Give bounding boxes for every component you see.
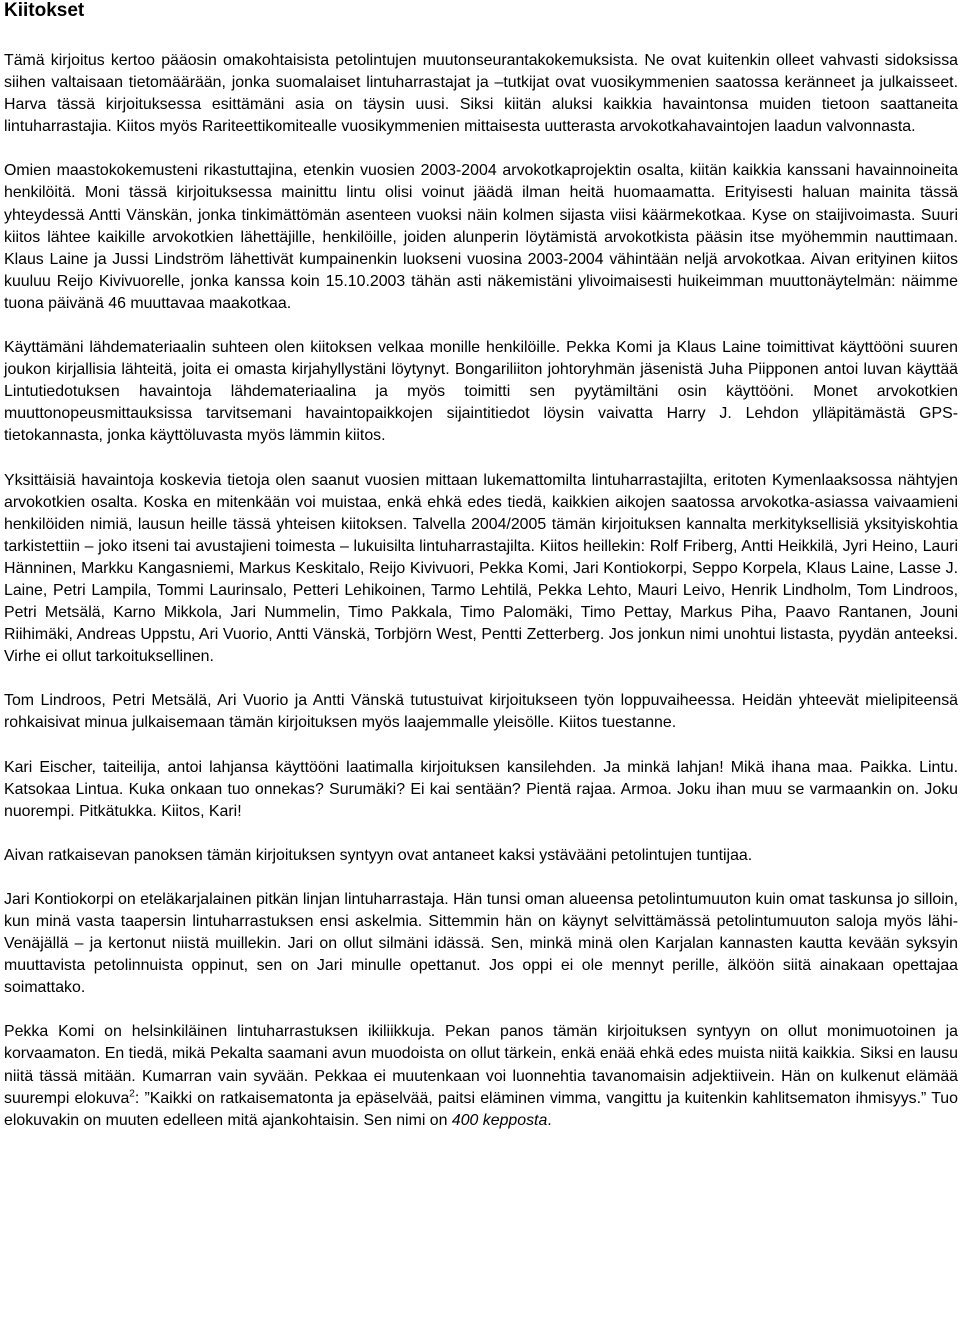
sentence: Pientä rajaa. [526,780,617,798]
sentence: Ja minkä lahjan! [603,758,724,776]
paragraph [4,160,958,315]
film-title: 400 kepposta [451,1111,548,1129]
sentence: Lintu. [919,758,958,776]
sentence: Heidän yhteevät mielipiteensä rohkaisivat minua julkaisemaan tämän kirjoituksen myös laajemmalle yleisölle. [4,692,958,732]
paragraph [4,845,958,867]
sentence: Surumäki? [329,780,406,798]
sentence: Bongariliiton johtoryhmän jäsenistä Juha Piipponen antoi luvan käyttää Lintutiedotuksen havaintoja lähdemateriaalina ja myös toimitti sen pyytämiltäni osin käyttööni. [4,361,959,401]
sentence: Harva tässä kirjoituksessa esittämäni asia on täysin uusi. [4,96,450,114]
sentence: Virhe ei ollut tarkoituksellinen. [4,648,214,666]
sentence: Mikä ihana maa. [730,758,853,776]
paragraph [4,470,958,669]
sentence: Paikka. [859,758,912,776]
paragraph-text: Pekka Komi on helsinkiläinen lintuharrastuksen ikiliikkuja. Pekan panos tämän kirjoituksen syntyyn on ollut monimuotoinen ja korvaamaton. En tiedä, mikä Pekalta saamani avun muodoista on ollut tärkein, enkä enää ehkä edes muista niitä kaikkia. Siksi en lausu niitä tässä mitään. Kumarran vain syvään. Pekkaa ei muutenkaan voi luonnehtia tavanomaisin adjektiivein. Hän on kulkenut elämää suurempi elokuva [4,1023,958,1107]
paragraph [4,50,958,138]
sentence: Joku ihan muu se varmaankin on. [677,780,920,798]
body-text [4,50,958,999]
sentence: Talvella 2004/2005 tämän kirjoituksen kannalta merkityksellisiä yksityiskohtia tarkistettiin – joko itseni tai avustajieni toimesta – lukuisilta lintuharrastajilta. [4,515,958,555]
sentence: Pitkätukka. [79,802,157,820]
sentence: Lehdon ylläpitämästä GPS-tietokannasta, jonka käyttöluvasta myös lämmin kiitos. [4,405,958,445]
paragraph-text: : ”Kaikki on ratkaisematonta ja epäselvää, paitsi eläminen vimma, vangittu ja kuitenkin kahlitsematon ihmisyys.” Tuo elokuvakin on muuten edelleen mitä ajankohtaisin. Sen nimi on [4,1089,958,1129]
sentence: Kyse on staijivoimasta. [751,206,916,224]
sentence: Sen, minkä minä olen Karjalan kannasten kautta kevään syksyin muuttavista petolinnuista oppinut, sen on Jari minulle opettanut. [4,935,959,975]
paragraph-pekka-komi [4,1021,958,1131]
sentence: Katsokaa Lintua. [4,780,124,798]
sentence: Erityisesti haluan mainita tässä yhteydessä Antti Vänskän, jonka tinkimättömän asenteen vuoksi näin kolmen sijasta viisi käärmekotkaa. [4,184,958,224]
sentence: Ei kai sentään? [410,780,521,798]
sentence: Sittemmin hän on käynyt selvittämässä petolintumuuton saloja myös lähi-Venäjällä – ja kertonut niistä muillekin. [4,913,958,953]
sentence: Aivan ratkaisevan panoksen tämän kirjoituksen syntyyn ovat antaneet kaksi ystävääni petolintujen tuntijaa. [4,846,753,864]
sentence: Jos jonkun nimi unohtui listasta, pyydän anteeksi. [608,626,958,644]
sentence: Armoa. [620,780,672,798]
sentence: Omien maastokokemusteni rikastuttajina, etenkin vuosien 2003-2004 arvokotkaprojektin osalta, kiitän kaikkia kanssani havainnoineita henkilöitä. [4,162,958,202]
page-title: Kiitokset [4,0,85,21]
sentence: Klaus Laine ja Jussi Lindström lähettivät kumpainenkin luokseni vuosina 2003-2004 vähintään neljä arvokotkaa. [4,250,806,268]
sentence: Käyttämäni lähdemateriaalin suhteen olen kiitoksen velkaa monille henkilöille. [4,339,561,357]
sentence: Hän tunsi oman alueensa petolintumuuton kuin omat taskunsa jo silloin, kun minä vasta taapersin lintuharrastuksen ensi askelmia. [4,890,958,930]
paragraph [4,889,958,999]
sentence: Suuri kiitos lähtee kaikille arvokotkien lähettäjille, henkilöille, joiden alunperin löytämistä arvokotkista pääsin itse myöhemmin nauttimaan. [4,206,958,246]
sentence: Jari Kontiokorpi on eteläkarjalainen pitkän linjan lintuharrastaja. [4,890,449,908]
sentence: Pekka Komi ja Klaus Laine toimittivat käyttööni suuren joukon kirjallisia lähteitä, joita ei omasta kirjahyllystäni löytynyt. [4,339,958,379]
document-page [4,0,958,1154]
sentence: Koska en mitenkään voi muistaa, enkä ehkä edes tiedä, kaikkien aikojen saatossa arvokotka-asiassa vaivaamieni henkilöiden nimiä, lausun heille tässä yhteisen kiitoksen. [4,493,958,533]
sentence: Kuka onkaan tuo onnekas? [128,780,324,798]
sentence: Tom Lindroos, Petri Metsälä, Ari Vuorio ja Antti Vänskä tutustuivat kirjoitukseen työn loppuvaiheessa. [4,692,736,710]
sentence: Siksi kiitän aluksi kaikkia havaintonsa muiden tietoon saattaneita lintuharrastajia. [4,96,958,136]
paragraph-text: . [547,1111,552,1129]
paragraph [4,757,958,823]
sentence: Kiitos heillekin: Rolf Friberg, Antti Heikkilä, Jyri Heino, Lauri Hänninen, Markku Kangasniemi, Markus Keskitalo, Reijo Kivivuori, Pekka Komi, Jari Kontiokorpi, Seppo Korpela, Klaus Laine, Lasse J. Laine, Petri Lampila, Tommi Laurinsalo, Petteri Lehikoinen, Tarmo Lehtilä, Pekka Lehto, Mauri Leivo, Henrik Lindholm, Tom Lindroos, Petri Metsälä, Karno Mikkola, Jari Nummelin, Timo Pakkala, Timo Palomäki, Timo Pettay, Markus Piha, Paavo Rantanen, Jouni Riihimäki, Andreas Uppstu, Ari Vuorio, Antti Vänskä, Torbjörn West, Pentti Zetterberg. [4,537,958,644]
sentence: Monet arvokotkien muuttonopeusmittauksissa tarvitsemani havaintopaikkojen sijaintitiedot löysin vaivatta Harry J. [4,383,958,423]
sentence: Ne ovat kuitenkin olleet vahvasti sidoksissa siihen valtaisaan tietomäärään, jonka suomalaiset lintuharrastajat ja –tutkijat ovat vuosikymmenien saatossa keränneet ja julkaisseet. [4,52,958,92]
sentence: Moni tässä kirjoituksessa mainittu lintu olisi voinut jäädä ilman heitä huomaamatta. [85,184,716,202]
paragraph [4,690,958,734]
sentence: Jari on ollut silmäni idässä. [287,935,485,953]
sentence: Aivan erityinen kiitos kuuluu Reijo Kivivuorelle, jonka kanssa koin 15.10.2003 tähän asti näkemistäni ylivoimaisesti huikeimman muuttonäytelmän: näimme tuona päivänä 46 muuttavaa maakotkaa. [4,250,958,312]
paragraph [4,337,958,447]
footnote-reference[interactable]: 2 [129,1088,135,1100]
sentence: Kiitos, Kari! [161,802,242,820]
sentence: Tämä kirjoitus kertoo pääosin omakohtaisista petolintujen muutonseurantakokemuksista. [4,52,639,69]
sentence: Joku nuorempi. [4,780,958,820]
sentence: Kiitos tuestanne. [558,714,677,732]
sentence: Jos oppi ei ole mennyt perille, älköön siitä ainakaan opettajaa soimattako. [4,957,958,997]
sentence: Kiitos myös Rariteettikomitealle vuosikymmenien mittaisesta uutterasta arvokotkahavaintojen laadun valvonnasta. [116,118,916,136]
sentence: Yksittäisiä havaintoja koskevia tietoja olen saanut vuosien mittaan lukemattomilta lintuharrastajilta, eritoten Kymenlaaksossa nähtyjen arvokotkien osalta. [4,471,958,511]
sentence: Kari Eischer, taiteilija, antoi lahjansa käyttööni laatimalla kirjoituksen kansilehden. [4,758,597,776]
